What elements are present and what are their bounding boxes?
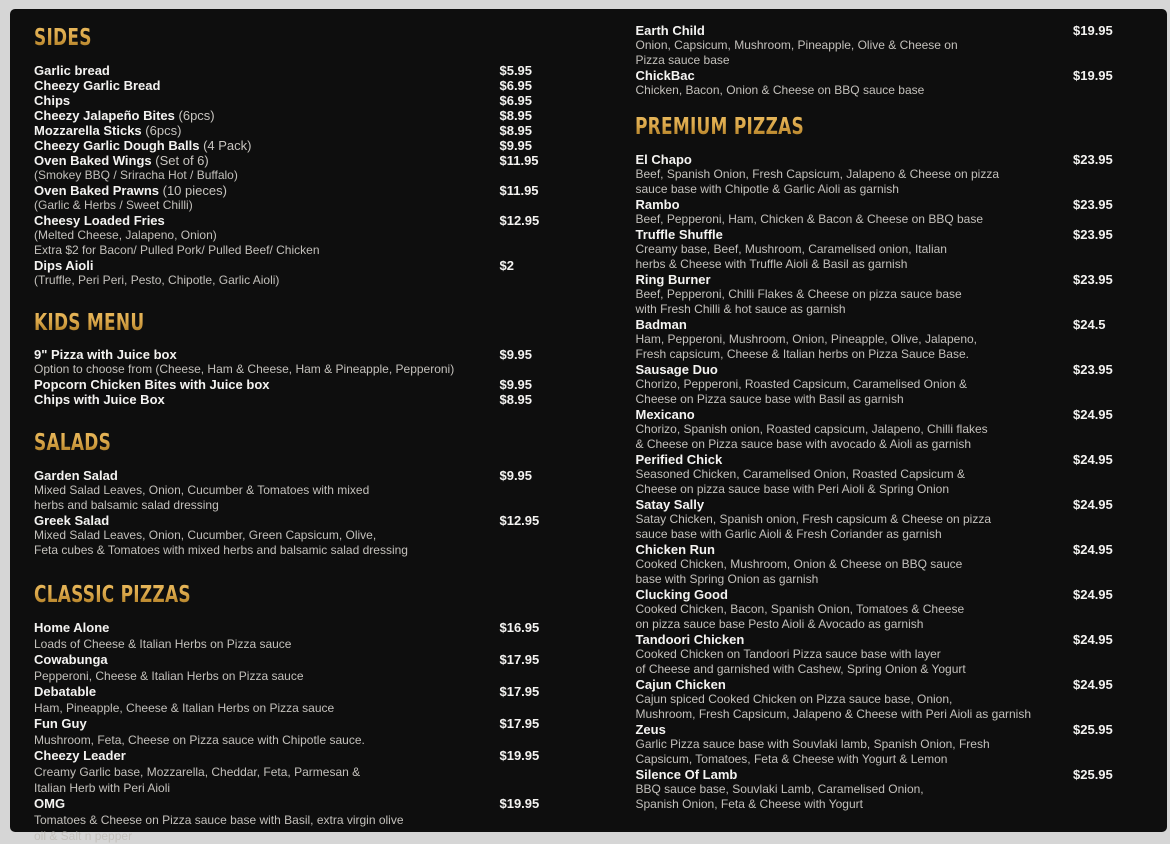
menu-item-price: $25.95: [1073, 767, 1113, 782]
menu-item-price: $23.95: [1073, 197, 1113, 212]
menu-board: [10, 9, 1167, 843]
menu-item-name-text: Ring Burner: [635, 272, 711, 287]
menu-item-name-text: Sausage Duo: [635, 362, 718, 377]
section-items-sides: [34, 63, 591, 288]
menu-item-description: Beef, Spanish Onion, Fresh Capsicum, Jalapeno & Cheese on pizza: [635, 167, 1000, 181]
menu-item-name-text: Oven Baked Prawns: [34, 183, 159, 198]
menu-item-description: Chorizo, Pepperoni, Roasted Capsicum, Caramelised Onion &: [635, 377, 967, 391]
menu-item-name: [34, 513, 109, 528]
menu-item-name-text: Earth Child: [635, 23, 705, 38]
menu-item-name-text: Popcorn Chicken Bites with Juice box: [34, 377, 270, 392]
menu-item-description: Chicken, Bacon, Onion & Cheese on BBQ sauce base: [635, 83, 925, 97]
menu-item-price: $17.95: [499, 684, 540, 699]
menu-item-row: [635, 407, 1149, 422]
menu-item-row: [34, 748, 591, 764]
menu-item-name-text: Cheezy Garlic Bread: [34, 78, 161, 93]
menu-item-name: [34, 377, 270, 392]
menu-item-name-text: Clucking Good: [635, 587, 728, 602]
menu-item-name-text: Satay Sally: [635, 497, 705, 512]
menu-item-name-text: Chips with Juice Box: [34, 392, 165, 407]
menu-item-name: [635, 452, 722, 467]
menu-item-row: [34, 258, 591, 273]
menu-item-name: [635, 227, 722, 242]
menu-item-row: [635, 767, 1149, 782]
section-items-classic-pizzas: [34, 620, 591, 844]
menu-item-row: [34, 213, 591, 228]
menu-item-name-text: Debatable: [34, 684, 97, 699]
menu-item-name: [635, 197, 679, 212]
menu-item-qualifier: (Set of 6): [155, 153, 209, 168]
menu-item-row: [635, 632, 1149, 647]
menu-item-name: [34, 468, 118, 483]
menu-item-name: [34, 138, 251, 153]
menu-item-name-text: Zeus: [635, 722, 666, 737]
menu-item-price: $19.95: [1073, 68, 1113, 83]
menu-item-row: [635, 497, 1149, 512]
menu-item-price: $6.95: [499, 78, 533, 93]
menu-item-price: $17.95: [499, 652, 540, 667]
menu-item-name-text: Rambo: [635, 197, 680, 212]
menu-item-description: (Melted Cheese, Jalapeno, Onion): [34, 228, 217, 242]
section-heading-classic-pizzas: CLASSIC PIZZAS: [34, 584, 491, 607]
menu-item-row: [635, 23, 1149, 38]
section-items-salads: [34, 468, 591, 558]
menu-item-name: [635, 722, 665, 737]
menu-item-name: [635, 362, 717, 377]
menu-item-row: [635, 722, 1149, 737]
menu-item-price: $8.95: [499, 392, 533, 407]
menu-item-description: Cheese on Pizza sauce base with Basil as garnish: [635, 392, 904, 406]
menu-item-price: $12.95: [499, 513, 540, 528]
menu-item-row: [34, 716, 591, 732]
menu-item-name-text: Greek Salad: [34, 513, 110, 528]
menu-item-price: $24.95: [1073, 497, 1113, 512]
menu-item-name-text: Tandoori Chicken: [635, 632, 745, 647]
menu-item-price: $12.95: [499, 213, 540, 228]
menu-item-name-text: Mozzarella Sticks: [34, 123, 142, 138]
menu-item-name-text: Oven Baked Wings: [34, 153, 152, 168]
section-heading-kids-menu: KIDS MENU: [34, 312, 491, 335]
menu-item-name-text: Garden Salad: [34, 468, 118, 483]
menu-item-name: [635, 587, 727, 602]
menu-item-description: Cooked Chicken, Bacon, Spanish Onion, Tomatoes & Cheese: [635, 602, 965, 616]
menu-item-price: $24.95: [1073, 677, 1113, 692]
menu-item-description: Extra $2 for Bacon/ Pulled Pork/ Pulled Beef/ Chicken: [34, 243, 320, 257]
menu-item-price: $23.95: [1073, 152, 1113, 167]
menu-item-description: herbs and balsamic salad dressing: [34, 498, 219, 512]
menu-item-name: [635, 68, 694, 83]
menu-item-row: [34, 108, 591, 123]
menu-item-name: [635, 632, 744, 647]
menu-columns: [10, 9, 1167, 843]
menu-item-description: sauce base with Garlic Aioli & Fresh Coriander as garnish: [635, 527, 942, 541]
menu-item-name-text: Mexicano: [635, 407, 695, 422]
menu-item-description: Seasoned Chicken, Caramelised Onion, Roasted Capsicum &: [635, 467, 965, 481]
menu-item-description: oil & Salt n pepper: [34, 829, 133, 843]
menu-item-price: $19.95: [499, 748, 540, 763]
menu-item-description: herbs & Cheese with Truffle Aioli & Basil as garnish: [635, 257, 908, 271]
menu-item-name: [635, 23, 704, 38]
menu-item-name-text: Cheezy Leader: [34, 748, 126, 763]
menu-item-description: with Fresh Chilli & hot sauce as garnish: [635, 302, 846, 316]
section-items-premium-pizzas: [635, 152, 1149, 812]
menu-item-name: [635, 272, 710, 287]
menu-item-qualifier: (6pcs): [145, 123, 182, 138]
menu-item-name-text: OMG: [34, 796, 66, 811]
menu-item-price: $23.95: [1073, 227, 1113, 242]
menu-item-price: $6.95: [499, 93, 533, 108]
menu-item-price: $19.95: [499, 796, 540, 811]
menu-item-name: [34, 716, 87, 732]
menu-item-name-text: Truffle Shuffle: [635, 227, 723, 242]
menu-item-description: Satay Chicken, Spanish onion, Fresh capsicum & Cheese on pizza: [635, 512, 992, 526]
menu-item-name-text: Cowabunga: [34, 652, 108, 667]
menu-item-description: Option to choose from (Cheese, Ham & Cheese, Ham & Pineapple, Pepperoni): [34, 362, 455, 376]
menu-item-price: $24.95: [1073, 587, 1113, 602]
menu-item-name: [34, 63, 110, 78]
menu-item-description: Beef, Pepperoni, Chilli Flakes & Cheese on pizza sauce base: [635, 287, 962, 301]
menu-item-name-text: Chicken Run: [635, 542, 715, 557]
menu-item-name: [635, 542, 714, 557]
menu-item-row: [635, 677, 1149, 692]
menu-item-name: [635, 767, 737, 782]
menu-item-description: Mixed Salad Leaves, Onion, Cucumber & Tomatoes with mixed: [34, 483, 370, 497]
menu-item-description: Italian Herb with Peri Aioli: [34, 781, 171, 795]
section-heading-premium-pizzas: PREMIUM PIZZAS: [635, 116, 1056, 139]
menu-item-description: Ham, Pepperoni, Mushroom, Onion, Pineapple, Olive, Jalapeno,: [635, 332, 978, 346]
menu-item-price: $9.95: [499, 138, 533, 153]
menu-item-price: $17.95: [499, 716, 540, 731]
menu-item-description: Onion, Capsicum, Mushroom, Pineapple, Olive & Cheese on: [635, 38, 958, 52]
menu-item-description: BBQ sauce base, Souvlaki Lamb, Caramelised Onion,: [635, 782, 924, 796]
menu-item-price: $8.95: [499, 108, 533, 123]
menu-item-description: Capsicum, Tomatoes, Feta & Cheese with Yogurt & Lemon: [635, 752, 948, 766]
menu-item-price: $24.95: [1073, 452, 1113, 467]
menu-item-description: on pizza sauce base Pesto Aioli & Avocado as garnish: [635, 617, 924, 631]
menu-item-description: Tomatoes & Cheese on Pizza sauce base with Basil, extra virgin olive: [34, 813, 404, 827]
menu-item-name: [34, 620, 109, 636]
menu-item-description: Mixed Salad Leaves, Onion, Cucumber, Green Capsicum, Olive,: [34, 528, 377, 542]
menu-item-description: Beef, Pepperoni, Ham, Chicken & Bacon & Cheese on BBQ base: [635, 212, 984, 226]
menu-item-name-text: Chips: [34, 93, 71, 108]
menu-item-row: [34, 138, 591, 153]
menu-item-name-text: Fun Guy: [34, 716, 87, 731]
menu-item-description: Mushroom, Feta, Cheese on Pizza sauce with Chipotle sauce.: [34, 733, 365, 747]
menu-item-name: [635, 317, 686, 332]
menu-item-name: [34, 93, 70, 108]
menu-item-row: [635, 542, 1149, 557]
menu-item-row: [34, 78, 591, 93]
menu-item-row: [635, 197, 1149, 212]
menu-item-description: Creamy base, Beef, Mushroom, Caramelised onion, Italian: [635, 242, 947, 256]
menu-item-qualifier: (4 Pack): [203, 138, 252, 153]
menu-item-description: (Smokey BBQ / Sriracha Hot / Buffalo): [34, 168, 238, 182]
menu-item-row: [34, 652, 591, 668]
menu-item-name: [34, 183, 227, 198]
menu-item-description: & Cheese on Pizza sauce base with avocado & Aioli as garnish: [635, 437, 972, 451]
menu-item-name: [635, 407, 694, 422]
menu-item-description: sauce base with Chipotle & Garlic Aioli as garnish: [635, 182, 899, 196]
section-items-continued: [635, 23, 1149, 98]
menu-item-qualifier: (6pcs): [178, 108, 215, 123]
menu-item-price: $25.95: [1073, 722, 1113, 737]
menu-column-right: [609, 23, 1149, 832]
menu-item-row: [34, 93, 591, 108]
menu-item-price: $2: [499, 258, 514, 273]
menu-item-price: $24.95: [1073, 407, 1113, 422]
menu-item-description: Ham, Pineapple, Cheese & Italian Herbs on Pizza sauce: [34, 701, 335, 715]
menu-column-left: [34, 23, 609, 843]
menu-item-description: Fresh capsicum, Cheese & Italian herbs on Pizza Sauce Base.: [635, 347, 969, 361]
menu-item-row: [635, 272, 1149, 287]
menu-item-name: [635, 497, 704, 512]
section-heading-sides: SIDES: [34, 27, 491, 50]
menu-item-name-text: Cajun Chicken: [635, 677, 726, 692]
menu-item-price: $23.95: [1073, 362, 1113, 377]
menu-item-price: $24.5: [1073, 317, 1106, 332]
menu-item-name-text: Dips Aioli: [34, 258, 94, 273]
menu-item-row: [34, 123, 591, 138]
menu-item-name: [34, 748, 126, 764]
menu-item-name-text: Home Alone: [34, 620, 110, 635]
menu-item-description: (Truffle, Peri Peri, Pesto, Chipotle, Garlic Aioli): [34, 273, 280, 287]
menu-item-description: Cajun spiced Cooked Chicken on Pizza sauce base, Onion,: [635, 692, 953, 706]
menu-item-name: [34, 123, 181, 138]
menu-item-row: [34, 620, 591, 636]
menu-item-price: $16.95: [499, 620, 540, 635]
menu-item-row: [34, 513, 591, 528]
menu-item-name: [34, 258, 93, 273]
menu-item-name: [635, 152, 691, 167]
menu-item-description: (Garlic & Herbs / Sweet Chilli): [34, 198, 193, 212]
menu-item-row: [635, 152, 1149, 167]
menu-item-name: [34, 78, 160, 93]
menu-item-description: Pepperoni, Cheese & Italian Herbs on Pizza sauce: [34, 669, 304, 683]
menu-item-name-text: Garlic bread: [34, 63, 110, 78]
menu-item-name-text: El Chapo: [635, 152, 692, 167]
menu-item-description: Cheese on pizza sauce base with Peri Aioli & Spring Onion: [635, 482, 949, 496]
menu-item-row: [34, 392, 591, 407]
menu-item-name: [635, 677, 725, 692]
menu-item-price: $9.95: [499, 347, 533, 362]
menu-item-row: [34, 347, 591, 362]
menu-item-row: [635, 317, 1149, 332]
menu-item-row: [34, 153, 591, 168]
section-heading-salads: SALADS: [34, 432, 491, 455]
menu-item-price: $24.95: [1073, 632, 1113, 647]
menu-item-price: $9.95: [499, 468, 533, 483]
menu-item-price: $11.95: [499, 183, 539, 198]
menu-item-name-text: ChickBac: [635, 68, 695, 83]
menu-item-description: base with Spring Onion as garnish: [635, 572, 819, 586]
menu-item-row: [635, 452, 1149, 467]
menu-item-name: [34, 213, 165, 228]
menu-item-description: Pizza sauce base: [635, 53, 730, 67]
menu-item-name: [34, 684, 96, 700]
menu-item-name: [34, 347, 177, 362]
menu-item-row: [635, 68, 1149, 83]
menu-item-name-text: Silence Of Lamb: [635, 767, 738, 782]
menu-item-name: [34, 652, 108, 668]
menu-item-price: $23.95: [1073, 272, 1113, 287]
menu-item-price: $9.95: [499, 377, 533, 392]
menu-item-row: [635, 587, 1149, 602]
menu-item-description: Mushroom, Fresh Capsicum, Jalapeno & Cheese with Peri Aioli as garnish: [635, 707, 1031, 721]
menu-item-name-text: Cheesy Loaded Fries: [34, 213, 165, 228]
menu-item-qualifier: (10 pieces): [162, 183, 227, 198]
menu-item-price: $19.95: [1073, 23, 1113, 38]
menu-item-row: [34, 63, 591, 78]
menu-item-price: $8.95: [499, 123, 533, 138]
menu-item-description: Cooked Chicken, Mushroom, Onion & Cheese on BBQ sauce: [635, 557, 963, 571]
menu-item-name-text: Perified Chick: [635, 452, 723, 467]
menu-item-name-text: 9" Pizza with Juice box: [34, 347, 177, 362]
menu-item-description: Cooked Chicken on Tandoori Pizza sauce base with layer: [635, 647, 941, 661]
menu-item-name-text: Cheezy Jalapeño Bites: [34, 108, 175, 123]
menu-item-description: Feta cubes & Tomatoes with mixed herbs and balsamic salad dressing: [34, 543, 408, 557]
menu-item-row: [34, 684, 591, 700]
menu-item-name: [34, 108, 215, 123]
menu-item-price: $5.95: [499, 63, 533, 78]
menu-item-description: Garlic Pizza sauce base with Souvlaki lamb, Spanish Onion, Fresh: [635, 737, 990, 751]
menu-item-row: [34, 796, 591, 812]
menu-item-name: [34, 153, 209, 168]
menu-item-row: [34, 377, 591, 392]
menu-item-name: [34, 796, 65, 812]
menu-item-price: $11.95: [499, 153, 539, 168]
menu-item-row: [635, 227, 1149, 242]
menu-item-row: [635, 362, 1149, 377]
menu-item-description: Chorizo, Spanish onion, Roasted capsicum, Jalapeno, Chilli flakes: [635, 422, 988, 436]
menu-item-description: Creamy Garlic base, Mozzarella, Cheddar, Feta, Parmesan &: [34, 765, 361, 779]
menu-item-description: of Cheese and garnished with Cashew, Spring Onion & Yogurt: [635, 662, 966, 676]
menu-item-price: $24.95: [1073, 542, 1113, 557]
menu-item-name-text: Cheezy Garlic Dough Balls: [34, 138, 200, 153]
section-items-kids-menu: [34, 347, 591, 407]
menu-item-row: [34, 183, 591, 198]
menu-item-description: Spanish Onion, Feta & Cheese with Yogurt: [635, 797, 863, 811]
menu-item-name: [34, 392, 165, 407]
menu-item-description: Loads of Cheese & Italian Herbs on Pizza sauce: [34, 637, 292, 651]
menu-item-name-text: Badman: [635, 317, 687, 332]
menu-item-row: [34, 468, 591, 483]
